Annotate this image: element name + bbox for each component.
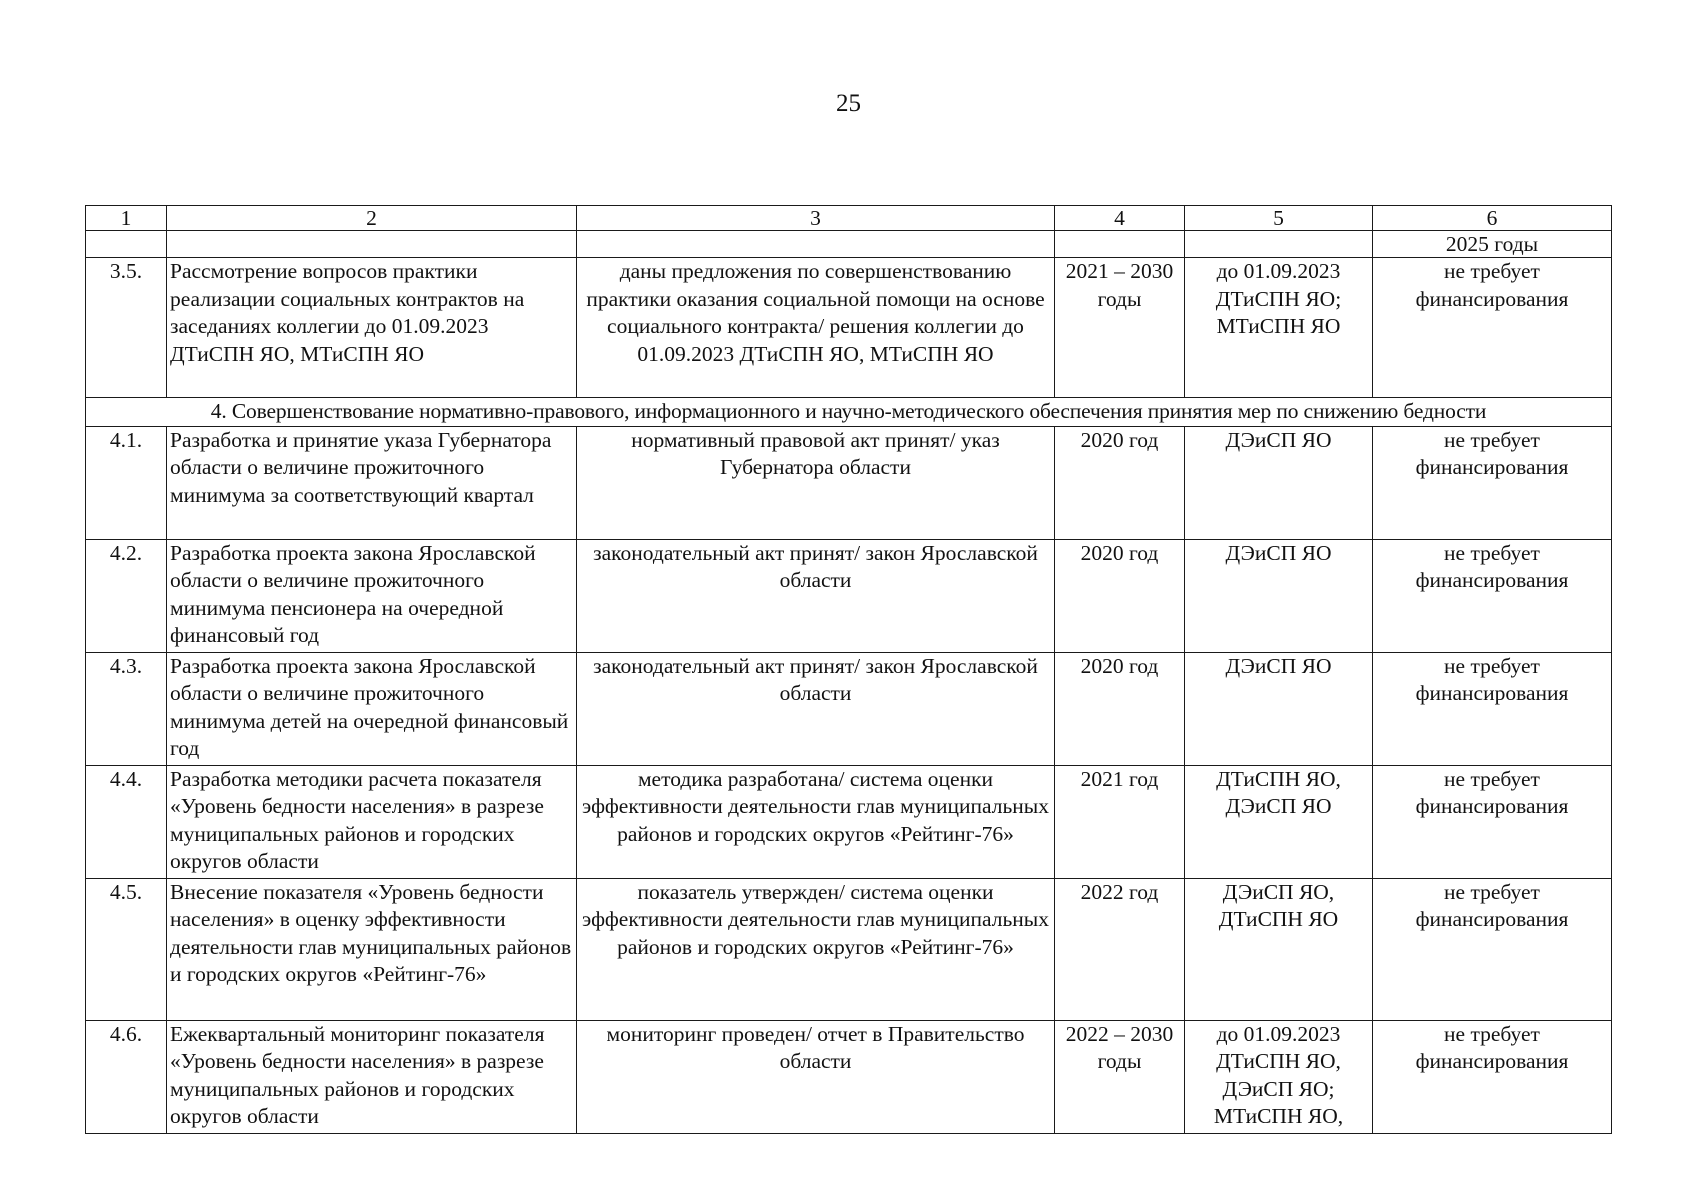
row-number: 4.6. xyxy=(86,1020,167,1133)
row-number: 4.1. xyxy=(86,426,167,539)
result-cell: законодательный акт принят/ закон Ярославской области xyxy=(577,652,1055,765)
result-cell: мониторинг проведен/ отчет в Правительство области xyxy=(577,1020,1055,1133)
row-number: 4.5. xyxy=(86,878,167,1020)
table-row xyxy=(86,765,1612,878)
result-cell: методика разработана/ система оценки эффективности деятельности глав муниципальных районов и городских округов «Рейтинг-76» xyxy=(577,765,1055,878)
column-header: 6 xyxy=(1373,206,1612,231)
executor-cell: ДТиСПН ЯО, ДЭиСП ЯО xyxy=(1185,765,1373,878)
period-cell: 2020 год xyxy=(1055,539,1185,652)
section-title-row xyxy=(86,398,1612,427)
empty-cell xyxy=(577,231,1055,258)
executor-cell: ДЭиСП ЯО, ДТиСПН ЯО xyxy=(1185,878,1373,1020)
executor-cell: до 01.09.2023 ДТиСПН ЯО; МТиСПН ЯО xyxy=(1185,258,1373,398)
row-number: 4.2. xyxy=(86,539,167,652)
row-number: 4.3. xyxy=(86,652,167,765)
column-header: 5 xyxy=(1185,206,1373,231)
column-number-row xyxy=(86,206,1612,231)
executor-cell: ДЭиСП ЯО xyxy=(1185,539,1373,652)
funding-cell: не требует финансирования xyxy=(1373,878,1612,1020)
column-header: 1 xyxy=(86,206,167,231)
funding-cell: не требует финансирования xyxy=(1373,539,1612,652)
activity-cell: Разработка методики расчета показателя «Уровень бедности населения» в разрезе муниципальных районов и городских округов области xyxy=(167,765,577,878)
period-cell: 2020 год xyxy=(1055,652,1185,765)
period-cell: 2021 год xyxy=(1055,765,1185,878)
result-cell: даны предложения по совершенствованию практики оказания социальной помощи на основе социального контракта/ решения коллегии до 01.09.2023 ДТиСПН ЯО, МТиСПН ЯО xyxy=(577,258,1055,398)
activity-cell: Разработка проекта закона Ярославской области о величине прожиточного минимума пенсионера на очередной финансовый год xyxy=(167,539,577,652)
executor-cell: до 01.09.2023 ДТиСПН ЯО, ДЭиСП ЯО; МТиСПН ЯО, xyxy=(1185,1020,1373,1133)
funding-period-header: 2025 годы xyxy=(1373,231,1612,258)
column-header: 4 xyxy=(1055,206,1185,231)
activity-cell: Рассмотрение вопросов практики реализации социальных контрактов на заседаниях коллегии до 01.09.2023 ДТиСПН ЯО, МТиСПН ЯО xyxy=(167,258,577,398)
result-cell: нормативный правовой акт принят/ указ Губернатора области xyxy=(577,426,1055,539)
column-header: 2 xyxy=(167,206,577,231)
activity-cell: Ежеквартальный мониторинг показателя «Уровень бедности населения» в разрезе муниципальных районов и городских округов области xyxy=(167,1020,577,1133)
empty-cell xyxy=(167,231,577,258)
period-cell: 2022 – 2030 годы xyxy=(1055,1020,1185,1133)
period-cell: 2020 год xyxy=(1055,426,1185,539)
activity-cell: Разработка и принятие указа Губернатора области о величине прожиточного минимума за соответствующий квартал xyxy=(167,426,577,539)
empty-cell xyxy=(86,231,167,258)
activity-cell: Внесение показателя «Уровень бедности населения» в оценку эффективности деятельности глав муниципальных районов и городских округов «Рейтинг-76» xyxy=(167,878,577,1020)
section-title: 4. Совершенствование нормативно-правового, информационного и научно-методического обеспечения принятия мер по снижению бедности xyxy=(86,398,1612,427)
result-cell: показатель утвержден/ система оценки эффективности деятельности глав муниципальных районов и городских округов «Рейтинг-76» xyxy=(577,878,1055,1020)
table-row xyxy=(86,539,1612,652)
funding-cell: не требует финансирования xyxy=(1373,258,1612,398)
funding-cell: не требует финансирования xyxy=(1373,652,1612,765)
empty-cell xyxy=(1185,231,1373,258)
period-cell: 2021 – 2030 годы xyxy=(1055,258,1185,398)
page-number: 25 xyxy=(836,90,861,117)
funding-cell: не требует финансирования xyxy=(1373,426,1612,539)
activity-cell: Разработка проекта закона Ярославской области о величине прожиточного минимума детей на очередной финансовый год xyxy=(167,652,577,765)
row-number: 4.4. xyxy=(86,765,167,878)
table-row xyxy=(86,878,1612,1020)
executor-cell: ДЭиСП ЯО xyxy=(1185,426,1373,539)
table-row xyxy=(86,258,1612,398)
empty-cell xyxy=(1055,231,1185,258)
result-cell: законодательный акт принят/ закон Ярославской области xyxy=(577,539,1055,652)
column-header: 3 xyxy=(577,206,1055,231)
funding-cell: не требует финансирования xyxy=(1373,1020,1612,1133)
row-number: 3.5. xyxy=(86,258,167,398)
measures-table xyxy=(85,205,1612,1134)
funding-cell: не требует финансирования xyxy=(1373,765,1612,878)
continued-header-row xyxy=(86,231,1612,258)
executor-cell: ДЭиСП ЯО xyxy=(1185,652,1373,765)
table-row xyxy=(86,1020,1612,1133)
period-cell: 2022 год xyxy=(1055,878,1185,1020)
table-row xyxy=(86,426,1612,539)
table-row xyxy=(86,652,1612,765)
